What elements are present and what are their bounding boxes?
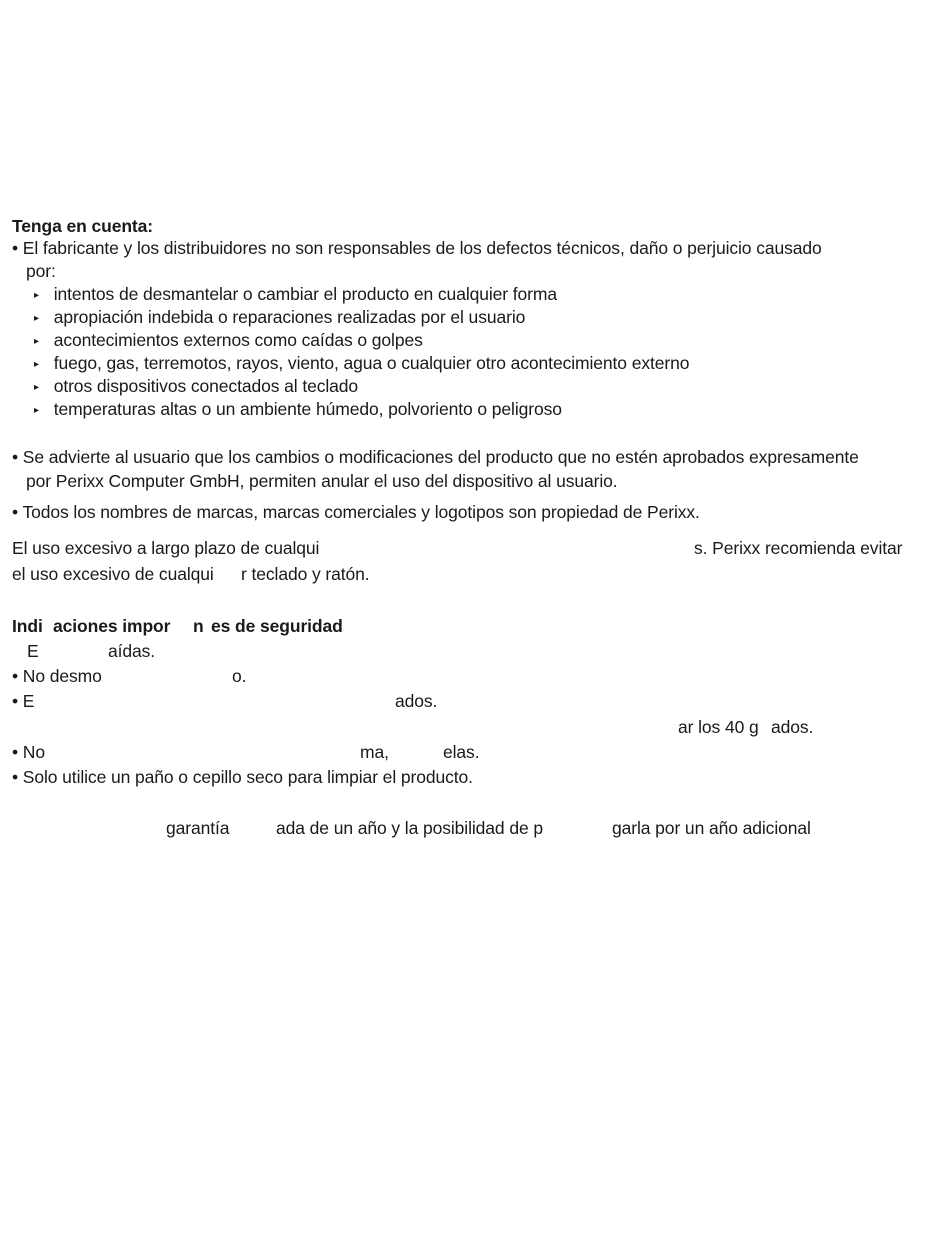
triangle-bullet-icon: ▸ [34, 290, 39, 301]
safety-row-5-a: • No [12, 742, 45, 762]
note-bullet-2-line-1: • Se advierte al usuario que los cambios o modificaciones del producto que no estén aprobados expresamente [12, 447, 859, 467]
triangle-bullet-icon: ▸ [34, 359, 39, 370]
safety-row-5-b: ma, [360, 742, 389, 762]
safety-heading-part-1: Indi [12, 616, 43, 636]
safety-row-6: • Solo utilice un paño o cepillo seco para limpiar el producto. [12, 767, 473, 787]
warranty-part-1: garantía [166, 818, 230, 838]
safety-row-2-b: o. [232, 666, 247, 686]
safety-row-1-b: aídas. [108, 641, 156, 661]
triangle-bullet-icon: ▸ [34, 313, 39, 324]
triangle-bullet-icon: ▸ [34, 405, 39, 416]
safety-row-4-b: ados. [771, 717, 814, 737]
safety-row-4-a: ar los 40 g [678, 717, 759, 737]
note-bullet-1-line-1: • El fabricante y los distribuidores no son responsables de los defectos técnicos, daño o perjuicio causado [12, 238, 822, 258]
safety-row-3-b: ados. [395, 691, 438, 711]
sub-item-6-text: temperaturas altas o un ambiente húmedo, polvoriento o peligroso [53, 399, 562, 419]
safety-row-1-a: E [27, 641, 39, 661]
sub-item-3-text: acontecimientos externos como caídas o golpes [53, 330, 423, 350]
warranty-part-3: garla por un año adicional [612, 818, 811, 838]
safety-heading-part-3: n [193, 616, 204, 636]
usage-line-2-b: r teclado y ratón. [241, 564, 370, 584]
note-bullet-1-line-2: por: [26, 261, 56, 281]
warranty-part-2: ada de un año y la posibilidad de p [276, 818, 543, 838]
safety-row-3-a: • E [12, 691, 35, 711]
safety-heading-part-2: aciones impor [53, 616, 171, 636]
sub-item-2-text: apropiación indebida o reparaciones realizadas por el usuario [53, 307, 526, 327]
safety-row-5-c: elas. [443, 742, 480, 762]
note-bullet-3: • Todos los nombres de marcas, marcas comerciales y logotipos son propiedad de Perixx. [12, 502, 700, 522]
usage-line-1-right: s. Perixx recomienda evitar [694, 538, 903, 558]
triangle-bullet-icon: ▸ [34, 382, 39, 393]
safety-row-2-a: • No desmo [12, 666, 102, 686]
usage-line-1-left: El uso excesivo a largo plazo de cualqui [12, 538, 320, 558]
note-bullet-2-line-2: por Perixx Computer GmbH, permiten anular el uso del dispositivo al usuario. [26, 471, 618, 491]
sub-item-5-text: otros dispositivos conectados al teclado [53, 376, 359, 396]
triangle-bullet-icon: ▸ [34, 336, 39, 347]
sub-item-6 [34, 398, 562, 424]
sub-item-4-text: fuego, gas, terremotos, rayos, viento, agua o cualquier otro acontecimiento externo [53, 353, 690, 373]
note-heading: Tenga en cuenta: [12, 216, 154, 236]
usage-line-2-a: el uso excesivo de cualqui [12, 564, 214, 584]
sub-item-1-text: intentos de desmantelar o cambiar el producto en cualquier forma [53, 284, 558, 304]
safety-heading-part-4: es de seguridad [211, 616, 343, 636]
